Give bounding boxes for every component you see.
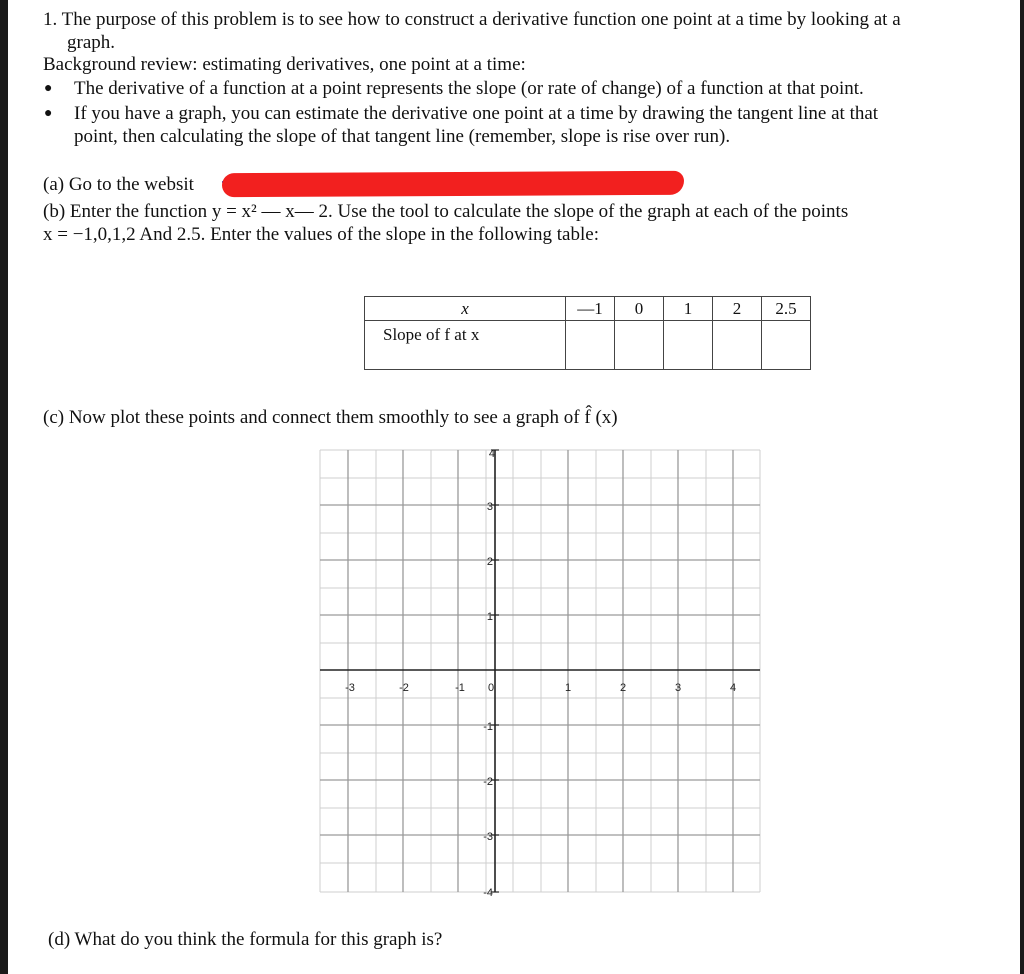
y-tick-label: -3 [483,831,493,843]
table-x-value: 2 [713,297,762,321]
bullet-icon: ● [44,81,53,96]
y-tick-label: -4 [483,887,493,899]
table-x-value: 2.5 [762,297,811,321]
x-tick-label: -3 [345,682,355,694]
bullet2-text-line1: If you have a graph, you can estimate the derivative one point at a time by drawing the tangent line at that [74,103,879,124]
part-b-line1: (b) Enter the function y = x² — x— 2. Use the tool to calculate the slope of the graph at each of the points [43,201,849,222]
slope-answer-cell[interactable] [762,321,811,370]
x-tick-label: 2 [619,682,627,694]
table-x-value: 0 [615,297,664,321]
background-heading: Background review: estimating derivatives, one point at a time: [43,54,526,75]
bullet2-text-line2: point, then calculating the slope of that tangent line (remember, slope is rise over run). [74,126,731,147]
part-a-text: (a) Go to the websit [43,174,194,195]
x-tick-label: 0 [487,682,495,694]
blank-graph-grid[interactable] [310,440,770,900]
problem-intro-line1: 1. The purpose of this problem is to see how to construct a derivative function one point at a time by looking at a [43,9,901,30]
y-tick-label: -2 [483,776,493,788]
y-tick-label: -1 [483,721,493,733]
x-tick-label: 4 [729,682,737,694]
part-d-text: (d) What do you think the formula for this graph is? [48,929,443,950]
x-tick-label: 1 [564,682,572,694]
y-tick-label: 3 [486,501,493,513]
part-c-text: (c) Now plot these points and connect them smoothly to see a graph of f̂ (x) [43,407,618,428]
slope-table [364,296,811,370]
table-header-x: x [365,297,566,321]
x-tick-label: -1 [455,682,465,694]
slope-answer-cell[interactable] [566,321,615,370]
problem-intro-line2: graph. [67,32,116,53]
y-tick-label: 1 [486,611,493,623]
x-tick-label: 3 [674,682,682,694]
slope-answer-cell[interactable] [615,321,664,370]
table-x-value: 1 [664,297,713,321]
slope-answer-cell[interactable] [664,321,713,370]
x-tick-label: -2 [399,682,409,694]
table-header-slope: Slope of f at x [365,321,566,370]
bullet1-text: The derivative of a function at a point represents the slope (or rate of change) of a function at that point. [74,78,864,99]
bullet-icon: ● [44,106,53,121]
slope-answer-cell[interactable] [713,321,762,370]
y-tick-label: 4 [488,448,495,460]
table-x-value: —1 [566,297,615,321]
redaction-mark [222,171,684,197]
part-b-line2: x = −1,0,1,2 And 2.5. Enter the values of the slope in the following table: [43,224,599,245]
y-tick-label: 2 [486,556,493,568]
